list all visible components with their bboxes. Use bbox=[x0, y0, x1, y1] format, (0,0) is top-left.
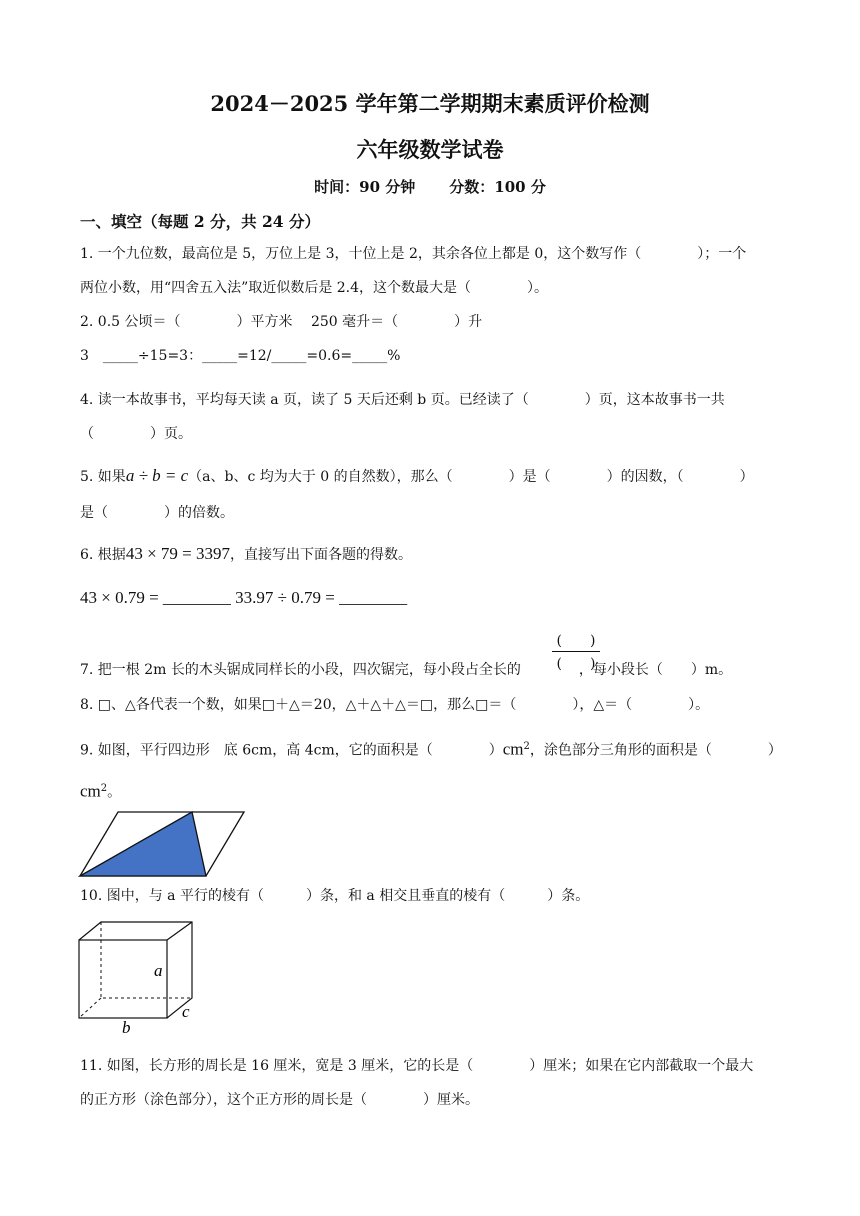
q9-prefix: 9. 如图，平行四边形 底 6cm，高 4cm，它的面积是（ ） bbox=[80, 742, 503, 759]
parallelogram-figure bbox=[78, 810, 248, 878]
q6-calc: 43 × 0.79 = ________ 33.97 ÷ 0.79 = ________ bbox=[80, 588, 408, 607]
q7-frac-den: ( ) bbox=[556, 656, 596, 672]
q2: 2. 0.5 公顷＝（ ）平方米 250 毫升＝（ ）升 bbox=[80, 314, 483, 330]
cuboid-hidden-edges bbox=[101, 922, 192, 998]
q11-line2: 的正方形（涂色部分），这个正方形的周长是（ ）厘米。 bbox=[80, 1092, 479, 1108]
q5-rest: （a、b、c 均为大于 0 的自然数），那么（ ）是（ ）的因数，（ ） bbox=[188, 469, 754, 485]
cuboid-hidden-depth-edge bbox=[79, 998, 101, 1018]
q6-line bbox=[80, 544, 412, 565]
section-heading: 一、填空（每题 2 分，共 24 分） bbox=[80, 212, 320, 231]
q9-unit-sup: 2 bbox=[523, 741, 530, 752]
fraction-bar bbox=[552, 651, 600, 652]
q5-line2: 是（ ）的倍数。 bbox=[80, 505, 234, 521]
q7-frac-num: ( ) bbox=[556, 633, 596, 649]
q6-prefix: 6. 根据 bbox=[80, 547, 126, 563]
q7-line bbox=[80, 660, 732, 680]
cuboid-visible-edges bbox=[79, 922, 192, 1018]
cuboid-figure bbox=[76, 920, 200, 1036]
exam-subtitle: 六年级数学试卷 bbox=[356, 137, 504, 162]
q5-prefix: 5. 如果 bbox=[80, 469, 126, 485]
exam-score: 分数：100 分 bbox=[449, 178, 546, 196]
q9-line1 bbox=[80, 737, 782, 761]
q4-line2: （ ）页。 bbox=[80, 426, 192, 442]
q1-line1: 1. 一个九位数，最高位是 5，万位上是 3，十位上是 2，其余各位上都是 0，这个数写作（ ）；一个 bbox=[80, 246, 747, 262]
q4-line1: 4. 读一本故事书，平均每天读 a 页，读了 5 天后还剩 b 页。已经读了（ ）页，这本故事书一共 bbox=[80, 392, 725, 408]
exam-meta bbox=[0, 176, 860, 197]
q9-line2 bbox=[80, 779, 121, 803]
q5-formula: a ÷ b = c bbox=[125, 466, 189, 485]
q6-rest: ，直接写出下面各题的得数。 bbox=[230, 547, 412, 563]
q9-end: 。 bbox=[107, 784, 122, 801]
q9-unit2-sup: 2 bbox=[100, 783, 108, 794]
exam-title: 2024－2025 学年第二学期期末素质评价检测 bbox=[210, 91, 650, 116]
cuboid-top-edge bbox=[167, 922, 192, 940]
label-b: b bbox=[122, 1018, 131, 1036]
q9-rest: ，涂色部分三角形的面积是（ ） bbox=[529, 742, 782, 759]
q10: 10. 图中，与 a 平行的棱有（ ）条，和 a 相交且垂直的棱有（ ）条。 bbox=[80, 888, 590, 904]
q9-unit: cm bbox=[502, 739, 524, 759]
q7-tail: ，每小段长（ ）m。 bbox=[578, 662, 733, 678]
q6-formula: 43 × 79 = 3397 bbox=[125, 544, 230, 563]
label-c: c bbox=[182, 1002, 190, 1021]
exam-time: 时间：90 分钟 bbox=[314, 178, 416, 196]
q7-text: 7. 把一根 2m 长的木头锯成同样长的小段，四次锯完，每小段占全长的 bbox=[80, 662, 521, 678]
q11-line1: 11. 如图，长方形的周长是 16 厘米，宽是 3 厘米，它的长是（ ）厘米；如果在它内部截取一个最大 bbox=[80, 1058, 754, 1074]
q3: 3 _____÷15=3：_____=12/_____=0.6=_____% bbox=[80, 348, 401, 364]
q8: 8. □、△各代表一个数，如果□＋△＝20，△＋△＋△＝□，那么□＝（ ），△＝（ ）。 bbox=[80, 697, 710, 713]
q5-line1 bbox=[80, 466, 754, 487]
q1-line2: 两位小数，用“四舍五入法”取近似数后是 2.4，这个数最大是（ ）。 bbox=[80, 280, 549, 296]
q9-unit2: cm bbox=[80, 781, 101, 801]
label-a: a bbox=[154, 961, 163, 980]
